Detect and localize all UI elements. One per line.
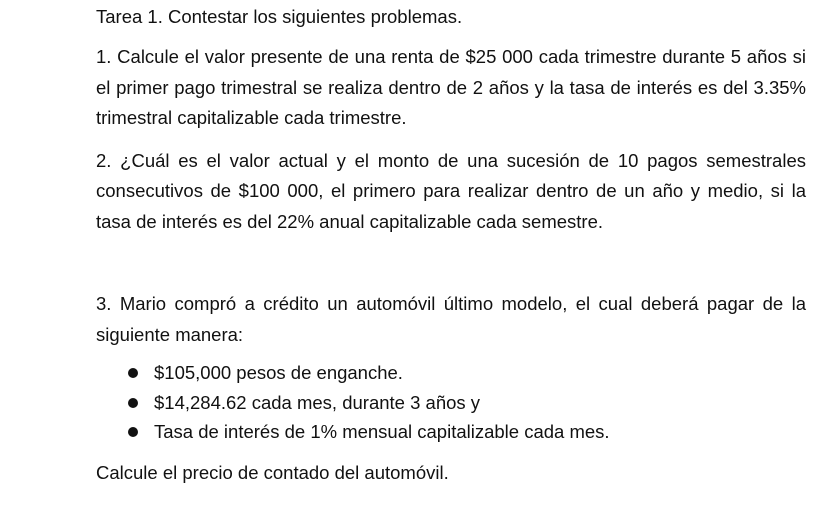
problem-2: 2. ¿Cuál es el valor actual y el monto de una sucesión de 10 pagos semestrales consecutivos de $100 000, el primero para realizar dentro de un año y medio, si la tasa de interés es del 22% anual capitalizable cada semestre. [96, 149, 806, 232]
bullet-icon [128, 368, 138, 378]
list-item [124, 417, 806, 447]
document-page [96, 0, 806, 507]
list-item-text: $105,000 pesos de enganche. [154, 362, 403, 383]
list-item [124, 388, 806, 418]
problem-3: 3. Mario compró a crédito un automóvil último modelo, el cual deberá pagar de la siguiente manera: [96, 293, 806, 345]
problem-3-question: Calcule el precio de contado del automóvil. [96, 461, 449, 483]
bullet-icon [128, 398, 138, 408]
assignment-title: Tarea 1. Contestar los siguientes problemas. [96, 6, 463, 27]
list-item-text: $14,284.62 cada mes, durante 3 años y [154, 391, 481, 413]
problem-1: 1. Calcule el valor presente de una renta de $25 000 cada trimestre durante 5 años si el primer pago trimestral se realiza dentro de 2 años y la tasa de interés es del 3.35% trimestral capitalizable cada trimestre. [96, 46, 806, 128]
list-item-text: Tasa de interés de 1% mensual capitalizable cada mes. [154, 421, 610, 442]
list-item [124, 358, 806, 388]
payment-terms-list [96, 358, 806, 447]
bullet-icon [128, 427, 138, 437]
